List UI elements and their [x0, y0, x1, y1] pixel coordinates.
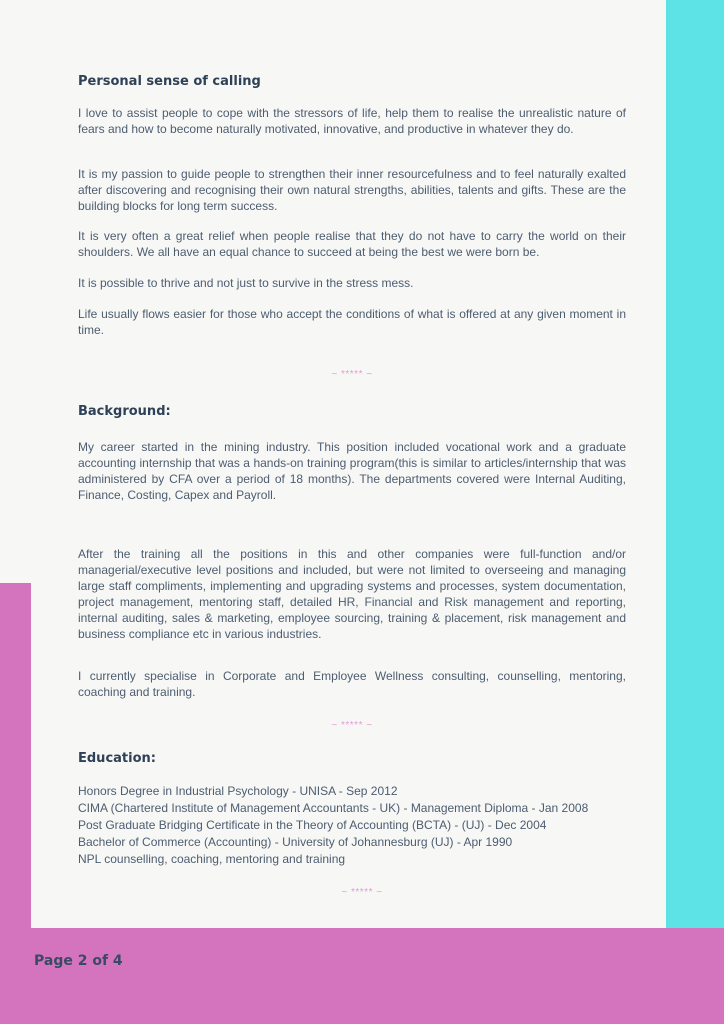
calling-paragraph: Life usually flows easier for those who accept the conditions of what is offered at any given moment in time. — [78, 307, 626, 337]
background-paragraph: My career started in the mining industry. This position included vocational work and a graduate accounting internship that was a hands-on training program(this is similar to articles/internship that was administered by CFA over a period of 18 months). The departments covered were Internal Auditing, Finance, Costing, Capex and Payroll. — [78, 440, 626, 502]
heading-calling: Personal sense of calling — [78, 74, 261, 89]
calling-paragraph: It is my passion to guide people to strengthen their inner resourcefulness and to feel naturally exalted after discovering and recognising their own natural strengths, abilities, talents and gifts. These are the building blocks for long term success. — [78, 167, 626, 213]
heading-background: Background: — [78, 404, 171, 419]
calling-paragraph: I love to assist people to cope with the stressors of life, help them to realise the unrealistic nature of fears and how to become naturally motivated, innovative, and productive in whatever they do. — [78, 106, 626, 136]
calling-paragraph: It is possible to thrive and not just to survive in the stress mess. — [78, 276, 414, 290]
separator: ~ ***** ~ — [331, 369, 373, 380]
separator: ~ ***** ~ — [331, 720, 373, 731]
cyan-side-bar — [666, 0, 724, 1024]
education-item: Bachelor of Commerce (Accounting) - University of Johannesburg (UJ) - Apr 1990 — [78, 835, 513, 849]
background-paragraph: I currently specialise in Corporate and Employee Wellness consulting, counselling, mentoring, coaching and training. — [78, 669, 626, 699]
separator: ~ ***** ~ — [341, 887, 383, 898]
education-item: Post Graduate Bridging Certificate in the Theory of Accounting (BCTA) - (UJ) - Dec 2004 — [78, 818, 547, 832]
page-number: Page 2 of 4 — [34, 953, 123, 969]
education-list — [78, 783, 638, 868]
education-item: CIMA (Chartered Institute of Management Accountants - UK) - Management Diploma - Jan 2008 — [78, 801, 589, 815]
background-paragraph: After the training all the positions in this and other companies were full-function and/or managerial/executive level positions and included, but were not limited to overseeing and managing large staff compliments, implementing and upgrading systems and processes, system documentation, project management, mentoring staff, detailed HR, Financial and Risk management and reporting, internal auditing, sales & marketing, employee sourcing, training & placement, risk management and business compliance etc in various industries. — [78, 547, 626, 641]
heading-education: Education: — [78, 751, 156, 766]
education-item: NPL counselling, coaching, mentoring and training — [78, 852, 346, 866]
pink-footer-band — [0, 928, 724, 1024]
calling-paragraph: It is very often a great relief when people realise that they do not have to carry the world on their shoulders. We all have an equal chance to succeed at being the best we were born be. — [78, 229, 626, 259]
education-item: Honors Degree in Industrial Psychology - UNISA - Sep 2012 — [78, 784, 398, 798]
